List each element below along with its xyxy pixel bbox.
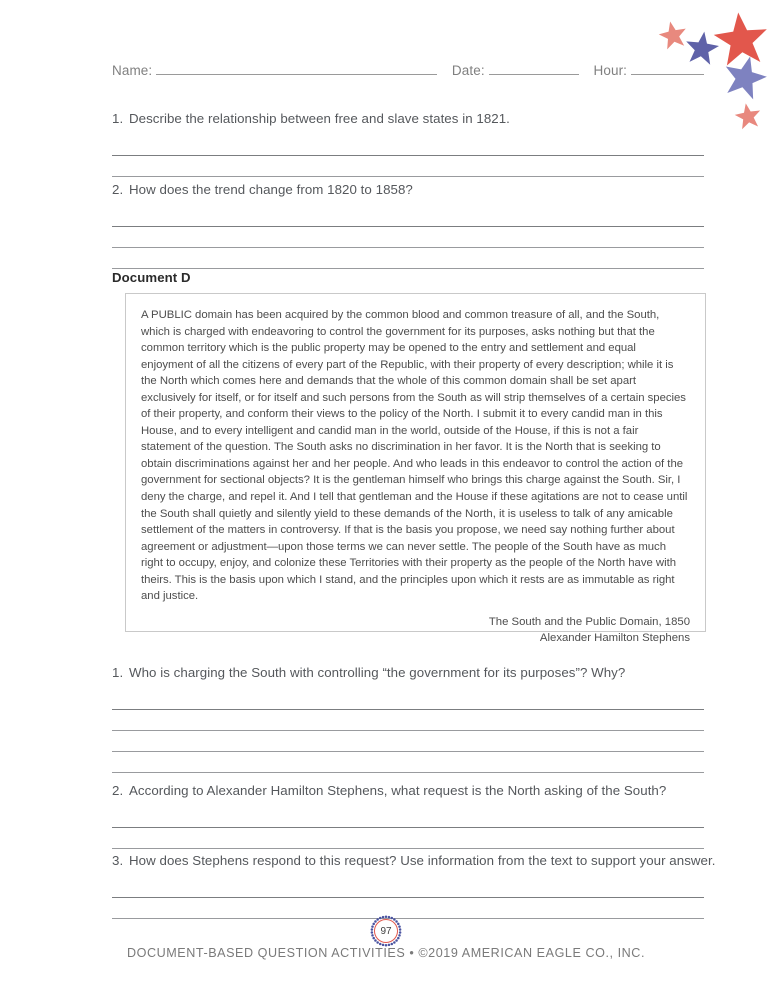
- star-icon-small-pink: [734, 102, 762, 130]
- page-number-text: 97: [374, 919, 398, 943]
- bottom-question-3: [112, 853, 716, 919]
- star-icon-large-red: [712, 10, 770, 68]
- answer-line[interactable]: [112, 689, 704, 710]
- footer-credit: DOCUMENT-BASED QUESTION ACTIVITIES • ©2019 AMERICAN EAGLE CO., INC.: [126, 946, 645, 960]
- answer-lines: [112, 206, 704, 269]
- question-number: 2.: [112, 783, 124, 798]
- top-question-2: [112, 182, 704, 269]
- answer-line[interactable]: [112, 877, 704, 898]
- question-prompt: How does the trend change from 1820 to 1858?: [129, 182, 413, 197]
- answer-line[interactable]: [112, 710, 704, 731]
- bottom-question-2: [112, 783, 704, 849]
- star-icon-medium-blue: [684, 30, 720, 66]
- answer-line[interactable]: [112, 807, 704, 828]
- answer-line[interactable]: [112, 156, 704, 177]
- answer-line[interactable]: [112, 248, 704, 269]
- source-author: Alexander Hamilton Stephens: [539, 632, 690, 645]
- question-text: [112, 111, 704, 126]
- source-title: The South and the Public Domain, 1850: [488, 615, 690, 628]
- star-icon-small-salmon: [658, 20, 688, 50]
- question-prompt: Describe the relationship between free and slave states in 1821.: [129, 111, 510, 126]
- answer-lines: [112, 689, 704, 773]
- bottom-question-1: [112, 665, 704, 773]
- answer-line[interactable]: [112, 731, 704, 752]
- answer-lines: [112, 135, 704, 177]
- answer-lines: [112, 877, 704, 919]
- name-label: Name:: [112, 63, 153, 78]
- hour-label: Hour:: [593, 63, 628, 78]
- page-number-badge: [0, 915, 772, 947]
- badge-wrapper: [370, 915, 402, 947]
- question-number: 3.: [112, 853, 124, 868]
- answer-line[interactable]: [112, 752, 704, 773]
- answer-line[interactable]: [112, 206, 704, 227]
- question-prompt: According to Alexander Hamilton Stephens, what request is the North asking of the South?: [129, 783, 667, 798]
- top-question-1: [112, 111, 704, 177]
- question-text: [112, 853, 716, 868]
- document-excerpt-box: [125, 293, 706, 645]
- question-number: 1.: [112, 665, 124, 680]
- document-label: Document D: [112, 270, 191, 285]
- document-attribution: [141, 614, 690, 647]
- hour-input-rule[interactable]: [631, 62, 704, 75]
- star-icon-large-blue: [722, 54, 768, 100]
- question-prompt: Who is charging the South with controlling “the government for its purposes”? Why?: [129, 665, 626, 680]
- answer-line[interactable]: [112, 828, 704, 849]
- question-text: [112, 783, 704, 798]
- date-label: Date:: [451, 63, 485, 78]
- question-number: 1.: [112, 111, 124, 126]
- question-number: 2.: [112, 182, 124, 197]
- question-prompt: How does Stephens respond to this request? Use information from the text to support your answer.: [129, 853, 716, 868]
- answer-lines: [112, 807, 704, 849]
- student-info-line: [112, 62, 704, 84]
- name-input-rule[interactable]: [156, 62, 437, 75]
- date-input-rule[interactable]: [489, 62, 579, 75]
- document-body-text: A PUBLIC domain has been acquired by the common blood and common treasure of all, and the South, which is charged with endeavoring to control the government for its purposes, asks nothing but that the common territory which is the public property may be opened to the entry and settlement and equal enjoyment of all the citizens of every part of the Republic, with their property of every description; while it is the North which comes here and demands that the whole of this common domain shall be set apart exclusively for itself, or for itself and such persons from the South as will strip themselves of a certain species of their property, and conform their views to the policy of the North. I submit it to every candid man in this House, and to every intelligent and candid man in the world, outside of the House, if this is not a fair statement of the question. The South asks no discrimination in her favor. It is the North that is seeking to obtain discriminations against her and her people. And who leads in this endeavor to control the action of the government for sectional objects? It is the gentleman himself who brings this charge against the South. Sir, I deny the charge, and repel it. And I tell that gentleman and the House if these agitations are not to cease until the South shall quietly and silently yield to these demands of the North, it is useless to talk of any amicable settlement of the matters in controversy. If that is the basis you propose, we need say nothing further about agreement or adjustment—upon those terms we can never settle. The people of the South have as much right to occupy, enjoy, and colonize these Territories with their property as the people of the North have with theirs. This is the basis upon which I stand, and the principles upon which it rests are as immutable as right and justice.: [141, 309, 688, 603]
- answer-line[interactable]: [112, 135, 704, 156]
- question-text: [112, 665, 704, 680]
- answer-line[interactable]: [112, 227, 704, 248]
- question-text: [112, 182, 704, 197]
